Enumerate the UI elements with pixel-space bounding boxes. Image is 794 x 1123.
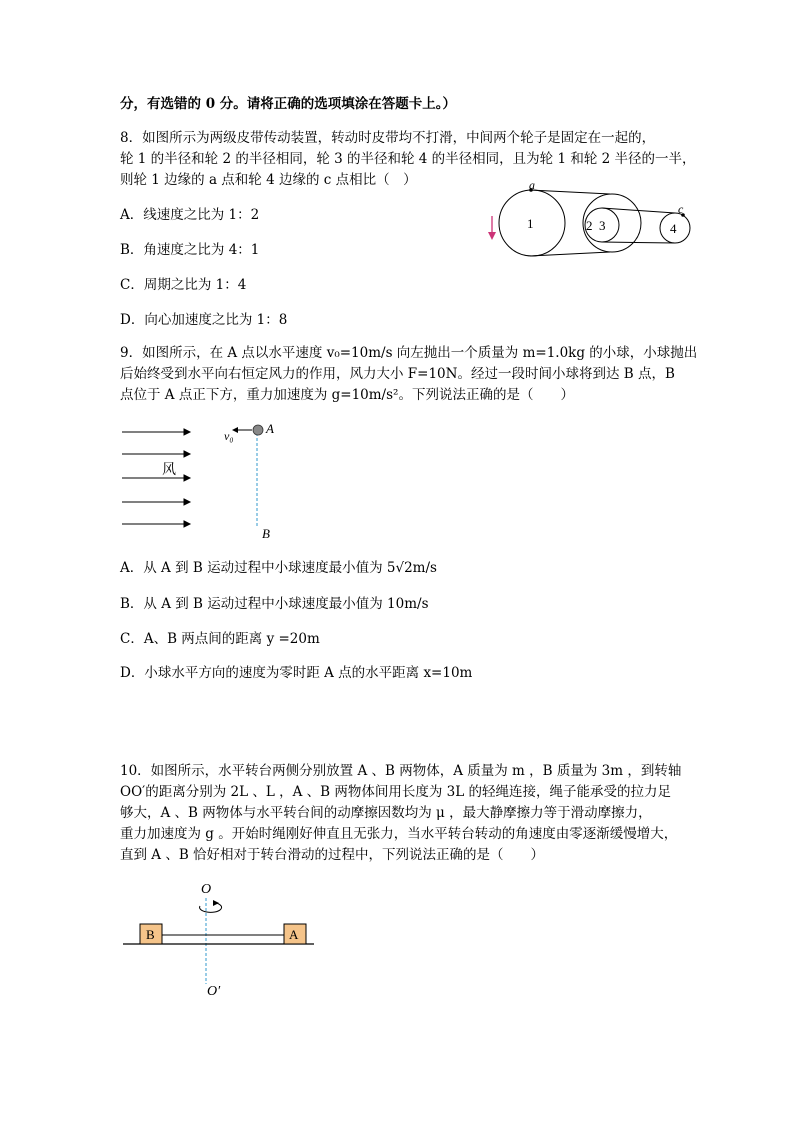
q8-option-a[interactable]: A．线速度之比为 1：2 (120, 207, 260, 223)
q10-line-5: 直到 A 、B 恰好相对于转台滑动的过程中，下列说法正确的是（ ） (120, 847, 545, 863)
q10-line-1: 10．如图所示，水平转台两侧分别放置 A 、B 两物体，A 质量为 m ，B 质量为 3m ，到转轴 (120, 763, 682, 779)
wind-figure (118, 418, 298, 543)
q10-line-4: 重力加速度为 g 。开始时绳刚好伸直且无张力，当水平转台转动的角速度由零逐渐缓慢增大， (120, 826, 678, 842)
q8-option-c[interactable]: C．周期之比为 1：4 (120, 277, 247, 293)
q10-stem (120, 761, 680, 866)
v0-label: v₀ (224, 429, 234, 443)
label-a: a (529, 178, 535, 192)
axis-top-label: O (201, 882, 212, 897)
q9-option-a[interactable]: A．从 A 到 B 运动过程中小球速度最小值为 5√2m/s (120, 560, 437, 576)
label-wheel-1: 1 (527, 216, 534, 231)
q10-line-2: OO′的距离分别为 2L 、L ，A 、B 两物体间用长度为 3L 的轻绳连接，绳子能承受的拉力足 (120, 784, 671, 800)
rotation-arrowhead-icon-q10 (213, 900, 219, 906)
label-point-b: B (262, 526, 270, 541)
q10-line-3: 够大，A 、B 两物体与水平转台间的动摩擦因数均为 μ ，最大静摩擦力等于滑动摩擦力， (120, 805, 652, 821)
rotation-arrow-icon-q10 (200, 903, 222, 912)
ball-icon (253, 425, 263, 435)
q9-line-1: 9．如图所示，在 A 点以水平速度 v₀=10m/s 向左抛出一个质量为 m=1.0kg 的小球，小球抛出 (120, 345, 698, 361)
block-b-label: B (146, 927, 155, 942)
q8-line-1: 8．如图所示为两级皮带传动装置，转动时皮带均不打滑，中间两个轮子是固定在一起的， (120, 130, 656, 146)
q8-option-d[interactable]: D．向心加速度之比为 1：8 (120, 312, 288, 328)
q8-line-3: 则轮 1 边缘的 a 点和轮 4 边缘的 c 点相比（ ） (120, 172, 417, 188)
label-wheel-3: 3 (599, 218, 606, 233)
wind-label: 风 (162, 463, 176, 478)
label-wheel-2: 2 (586, 218, 593, 233)
label-point-a: A (266, 421, 274, 436)
label-wheel-4: 4 (670, 221, 677, 236)
q8-line-2: 轮 1 的半径和轮 2 的半径相同，轮 3 的半径和轮 4 的半径相同，且为轮 1 和轮 2 半径的一半， (120, 151, 696, 167)
label-c: c (678, 202, 684, 216)
q8-option-b[interactable]: B．角速度之比为 4：1 (120, 242, 260, 258)
instruction-tail: 分，有选错的 0 分。请将正确的选项填涂在答题卡上。） (120, 96, 457, 112)
q9-line-3: 点位于 A 点正下方，重力加速度为 g=10m/s²。下列说法正确的是（ ） (120, 387, 574, 403)
belt-2-lower (602, 242, 675, 243)
block-a-label: A (289, 927, 299, 942)
q9-option-b[interactable]: B．从 A 到 B 运动过程中小球速度最小值为 10m/s (120, 596, 429, 612)
turntable-figure (118, 876, 328, 1001)
belt-drive-figure (480, 178, 700, 268)
q9-option-c[interactable]: C．A、B 两点间的距离 y =20m (120, 631, 320, 647)
rotation-arrowhead-icon (488, 232, 496, 240)
axis-bottom-label: O′ (207, 984, 221, 999)
q9-line-2: 后始终受到水平向右恒定风力的作用，风力大小 F=10N。经过一段时间小球将到达 B 点，B (120, 366, 675, 382)
q9-stem (120, 343, 698, 406)
q9-option-d[interactable]: D．小球水平方向的速度为零时距 A 点的水平距离 x=10m (120, 665, 473, 681)
